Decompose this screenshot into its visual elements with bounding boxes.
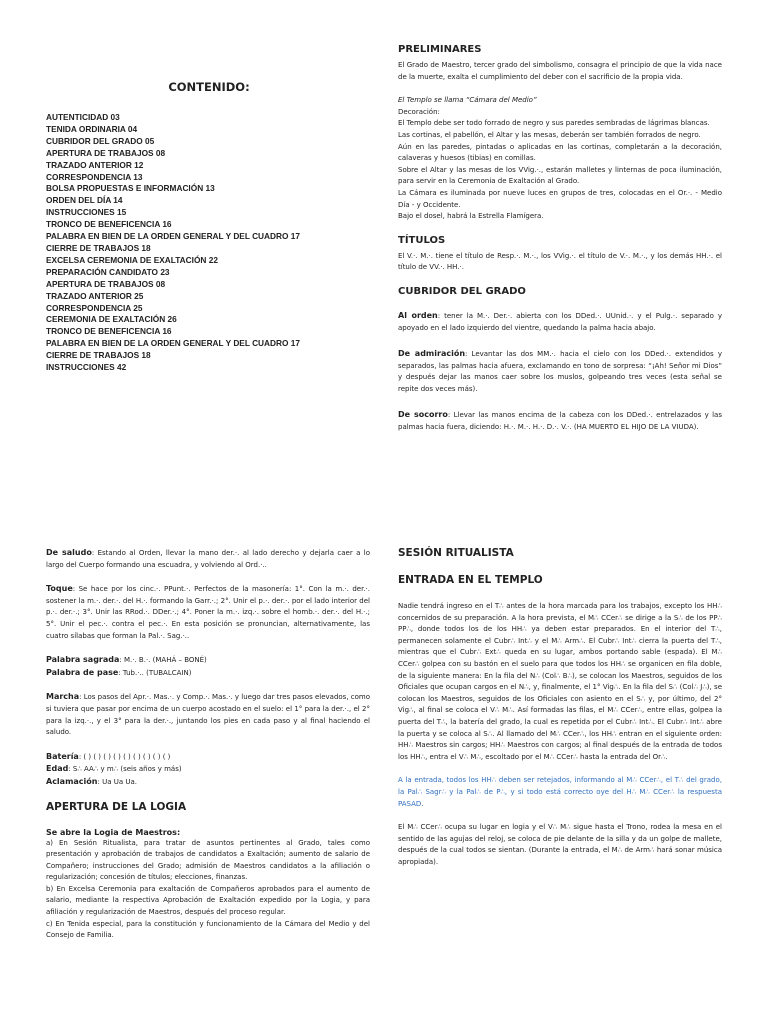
toc-item: CEREMONIA DE EXALTACIÓN 26: [46, 314, 177, 325]
al-orden-text: : tener la M.·. Der.·. abierta con los DDed.·. UUnid.·. y el Pulg.·. separado y apoyado en el lado izquierdo del vientre, quedando la palma hacia abajo.: [398, 311, 722, 332]
apertura-item-c: c) En Tenida especial, para la constitución y funcionamiento de la Cámara del Medio y del Consejo de Familia.: [46, 919, 370, 940]
socorro-text: : Llevar las manos encima de la cabeza con los DDed.·. entrelazados y las palmas hacia fuera, diciendo: H.·. M.·. H.·. D.·. V.·. (HA MUERTO EL HIJO DE LA VIUDA).: [398, 411, 722, 432]
toc-item: PALABRA EN BIEN DE LA ORDEN GENERAL Y DEL CUADRO 17: [46, 231, 301, 242]
toc-item: INSTRUCCIONES 15: [46, 207, 127, 218]
toc-item: CORRESPONDENCIA 13: [46, 171, 143, 182]
toc-item: TRAZADO ANTERIOR 25: [46, 290, 144, 301]
toque-paragraph: [46, 583, 370, 642]
marcha-text: : Los pasos del Apr.·. Mas.·. y Comp.·. Mas.·. y luego dar tres pasos elevados, como si tuviera que pasar por encima de un cuerpo acostado en el suelo: el 1° para la der.·., el 2° para la izq.·., y el 3° para la der.·., juntando los pies en cada paso y al final haciendo el saludo.: [46, 693, 371, 737]
entrada-paragraph: Nadie tendrá ingreso en el T∴ antes de la hora marcada para los trabajos, excepto los HH∴ concernidos de su preparación. A la hora prevista, el M∴ CCer∴ se dirige a la S∴ de los PP∴ PP∴, donde todos los de los HH∴ ya deben estar preparados. En el interior del T∴, permanecen solamente el Cubr∴ Int∴ y el M∴ Arm∴. El Cubr∴ Int∴ cierra la puerta del T∴, mientras que el Cubr∴ Ext∴ queda en su lugar, ambos portando sable (espada). El M∴ CCer∴ golpea con su bastón en el suelo para que todos los HH∴ se organicen en fila doble, de la siguiente manera: En la fila del N∴ (Col∴ B∴), se colocan los Maestros, seguidos de los Oficiales que ocupan cargos en el N∴, y, finalmente, el 1° Vig∴. En la fila del S∴ (Col∴ J∴), se colocan los Maestros, seguidos de los Oficiales con asiento en el S∴ y, por último, del 2° Vig∴, al final se coloca el V∴ M∴. Así formadas las filas, el M∴ CCer∴, entre ellas, golpea la puerta del T∴, la batería del grado, la cual es repetida por el Cubr∴ Int∴. El Cubr∴ Int∴ abre la puerta y se coloca al S∴. Al llamado del M∴ CCer∴, los HH∴ entran en el siguiente orden: HH∴ Maestros sin cargos; HH∴ Maestros con cargos; al final después de la entrada de todos los HH∴, entra el V∴ M∴, escoltado por el M∴ CCer∴ hasta la entrada del Or∴.: [398, 602, 722, 761]
palabra-sagrada-text: : M.·. B.·. (MAHÁ – BONÉ): [119, 656, 207, 665]
toc-item: CIERRE DE TRABAJOS 18: [46, 242, 151, 253]
preliminares-intro: El Grado de Maestro, tercer grado del simbolismo, consagra el principio de que la vida nace de la muerte, exalta el cumplimiento del deber con el sacrificio de la propia vida.: [398, 61, 722, 81]
bateria-line: [46, 751, 370, 764]
aclamacion-label: Aclamación: [46, 776, 98, 786]
toc-item: CIERRE DE TRABAJOS 18: [46, 350, 151, 361]
apertura-subheading: Se abre la Logia de Maestros:: [46, 827, 181, 837]
decoracion-paragraph: Bajo el dosel, habrá la Estrella Flamígera.: [398, 212, 544, 221]
preliminares-column: [398, 44, 722, 434]
aclamacion-text: : Ua Ua Ua.: [97, 777, 137, 786]
toque-text: : Se hace por los cinc.·. PPunt.·. Perfectos de la masonería: 1°. Con la m.·. der.·. sostener la m.·. der.·. del H.·. formando la Garr.·.; 2°. Unir el p.·. der.·. por el lado interior del p.·. der.·.; 3°. Unir las RRod.·. DDer.·.; 4°. Poner la m.·. izq.·. sobre el homb.·. der.·. del H.·.; 5°. Unir el pec.·. contra el pec.·. En esta posición se pronuncian, alternativamente, las cuatro sílabas que forman la Pal.·. Sag.·..: [46, 585, 370, 640]
edad-text: : S∴ AA∴ y m∴ (seis años y más): [68, 765, 182, 774]
sesion-ritualista-heading: SESIÓN RITUALISTA: [398, 547, 514, 559]
bateria-label: Batería: [46, 751, 79, 761]
toc-item: TRONCO DE BENEFICENCIA 16: [46, 219, 172, 230]
preliminares-heading: PRELIMINARES: [398, 44, 482, 55]
toc-item: TRONCO DE BENEFICENCIA 16: [46, 326, 172, 337]
entrada-templo-heading: ENTRADA EN EL TEMPLO: [398, 574, 543, 586]
decoracion-label: Decoración:: [398, 107, 440, 116]
edad-label: Edad: [46, 764, 69, 774]
retejado-paragraph: A la entrada, todos los HH∴ deben ser retejados, informando al M∴ CCer∴, el T∴ del grado, la Pal∴ Sagr∴ y la Pal∴ de P∴, y si todo está correcto oye del H∴ M∴ CCer∴ la respuesta PASAD.: [398, 776, 722, 808]
toc-item: APERTURA DE TRABAJOS 08: [46, 278, 166, 289]
bateria-text: : ( ) ( ) ( ) ( ) ( ) ( ) ( ) ( ) ( ): [78, 752, 171, 761]
saludo-text: : Estando al Orden, llevar la mano der.·. al lado derecho y dejarla caer a lo largo del Cuerpo formando una escuadra, y volviendo al Ord.·..: [46, 549, 371, 569]
palabra-pase-label: Palabra de pase: [46, 667, 119, 677]
toc-item: APERTURA DE TRABAJOS 08: [46, 147, 166, 158]
palabra-pase-text: : Tub.·.. (TUBALCAIN): [118, 668, 192, 677]
marcha-paragraph: [46, 691, 370, 738]
apertura-item-a: a) En Sesión Ritualista, para tratar de asuntos pertinentes al Grado, tales como presentación y aprobación de trabajos de candidatos a Exaltación; aumento de salario de Compañero; instrucciones del Grado; admisión de Maestros candidatos a la afiliación o regularización; concesión de títulos; elecciones, finanzas.: [46, 838, 370, 882]
toc-list: [46, 112, 372, 374]
palabra-sagrada-label: Palabra sagrada: [46, 655, 120, 665]
trono-paragraph: El M∴ CCer∴ ocupa su lugar en logia y el V∴ M∴ sigue hasta el Trono, rodea la mesa en el sentido de las agujas del reloj, se coloca de pie delante de la silla y da un golpe de mallete, después de la cual todos se sientan. (Durante la entrada, el M∴ de Arm∴ hará sonar música apropiada).: [398, 823, 722, 866]
toc-item: PALABRA EN BIEN DE LA ORDEN GENERAL Y DEL CUADRO 17: [46, 338, 301, 349]
table-of-contents: [46, 80, 372, 374]
socorro-label: De socorro: [398, 410, 448, 420]
titulos-text: El V.·. M.·. tiene el título de Resp.·. M.·., los VVig.·. el título de V.·. M.·., y los demás HH.·. el título de VV.·. HH.·.: [398, 251, 722, 272]
al-orden-label: Al orden: [398, 310, 438, 320]
decoracion-paragraph: El Templo debe ser todo forrado de negro y sus paredes sembradas de lágrimas blancas.: [398, 119, 710, 128]
al-orden-paragraph: [398, 310, 722, 334]
palabra-sagrada-line: [46, 654, 370, 667]
saludo-label: De saludo: [46, 548, 92, 557]
admiracion-paragraph: [398, 348, 722, 395]
palabra-pase-line: [46, 667, 370, 680]
sesion-column: [398, 547, 722, 868]
aclamacion-line: [46, 776, 370, 789]
decoracion-paragraph: Aún en las paredes, pintadas o aplicadas en las cortinas, completarán a la decoración, calaveras y huesos (tibias) en comillas.: [398, 142, 722, 163]
templo-name: El Templo se llama “Cámara del Medio”: [398, 96, 537, 105]
toc-item: ORDEN DEL DÍA 14: [46, 195, 123, 206]
signos-column: [46, 547, 370, 942]
apertura-item-b: b) En Excelsa Ceremonia para exaltación de Compañeros aprobados para el aumento de salario, mediante la respectiva Aprobación de Exaltación expedido por la Logia, y para afiliación y regularización de Maestros, después del proceso regular.: [46, 884, 370, 917]
toque-label: Toque: [46, 584, 73, 594]
apertura-heading: APERTURA DE LA LOGIA: [46, 800, 187, 813]
admiracion-text: : Levantar las dos MM.·. hacia el cielo con los DDed.·. extendidos y separados, las palmas hacia afuera, exclamando en tono de sorpresa: “¡Ah! Señor mi Dios” y después dejar las manos caer sobre los muslos, golpeando tres veces (esta señal se repite dos veces más).: [398, 350, 722, 393]
toc-item: TENIDA ORDINARIA 04: [46, 123, 138, 134]
cubridor-heading: CUBRIDOR DEL GRADO: [398, 285, 526, 297]
toc-item: PREPARACIÓN CANDIDATO 23: [46, 266, 170, 277]
toc-item: BOLSA PROPUESTAS E INFORMACIÓN 13: [46, 183, 215, 194]
decoracion-paragraph: La Cámara es iluminada por nueve luces en grupos de tres, colocadas en el Or.·. - Medio Día - y Occidente.: [398, 188, 722, 209]
marcha-label: Marcha: [46, 692, 80, 702]
saludo-paragraph: [46, 547, 370, 571]
socorro-paragraph: [398, 409, 722, 433]
titulos-heading: TÍTULOS: [398, 234, 446, 246]
toc-title: CONTENIDO:: [168, 80, 250, 94]
toc-item: EXCELSA CEREMONIA DE EXALTACIÓN 22: [46, 254, 218, 265]
decoracion-paragraph: Sobre el Altar y las mesas de los VVig.·., estarán malletes y linternas de poca iluminación, para servir en la Ceremonia de Exaltación al Grado.: [398, 165, 722, 186]
toc-item: AUTENTICIDAD 03: [46, 112, 120, 122]
edad-line: [46, 763, 370, 776]
decoracion-paragraph: Las cortinas, el pabellón, el Altar y las mesas, deberán ser también forrados de negro.: [398, 130, 701, 139]
toc-item: TRAZADO ANTERIOR 12: [46, 159, 144, 170]
toc-item: CORRESPONDENCIA 25: [46, 302, 143, 313]
admiracion-label: De admiración: [398, 349, 466, 359]
toc-item: INSTRUCCIONES 42: [46, 362, 127, 373]
toc-item: CUBRIDOR DEL GRADO 05: [46, 135, 155, 146]
